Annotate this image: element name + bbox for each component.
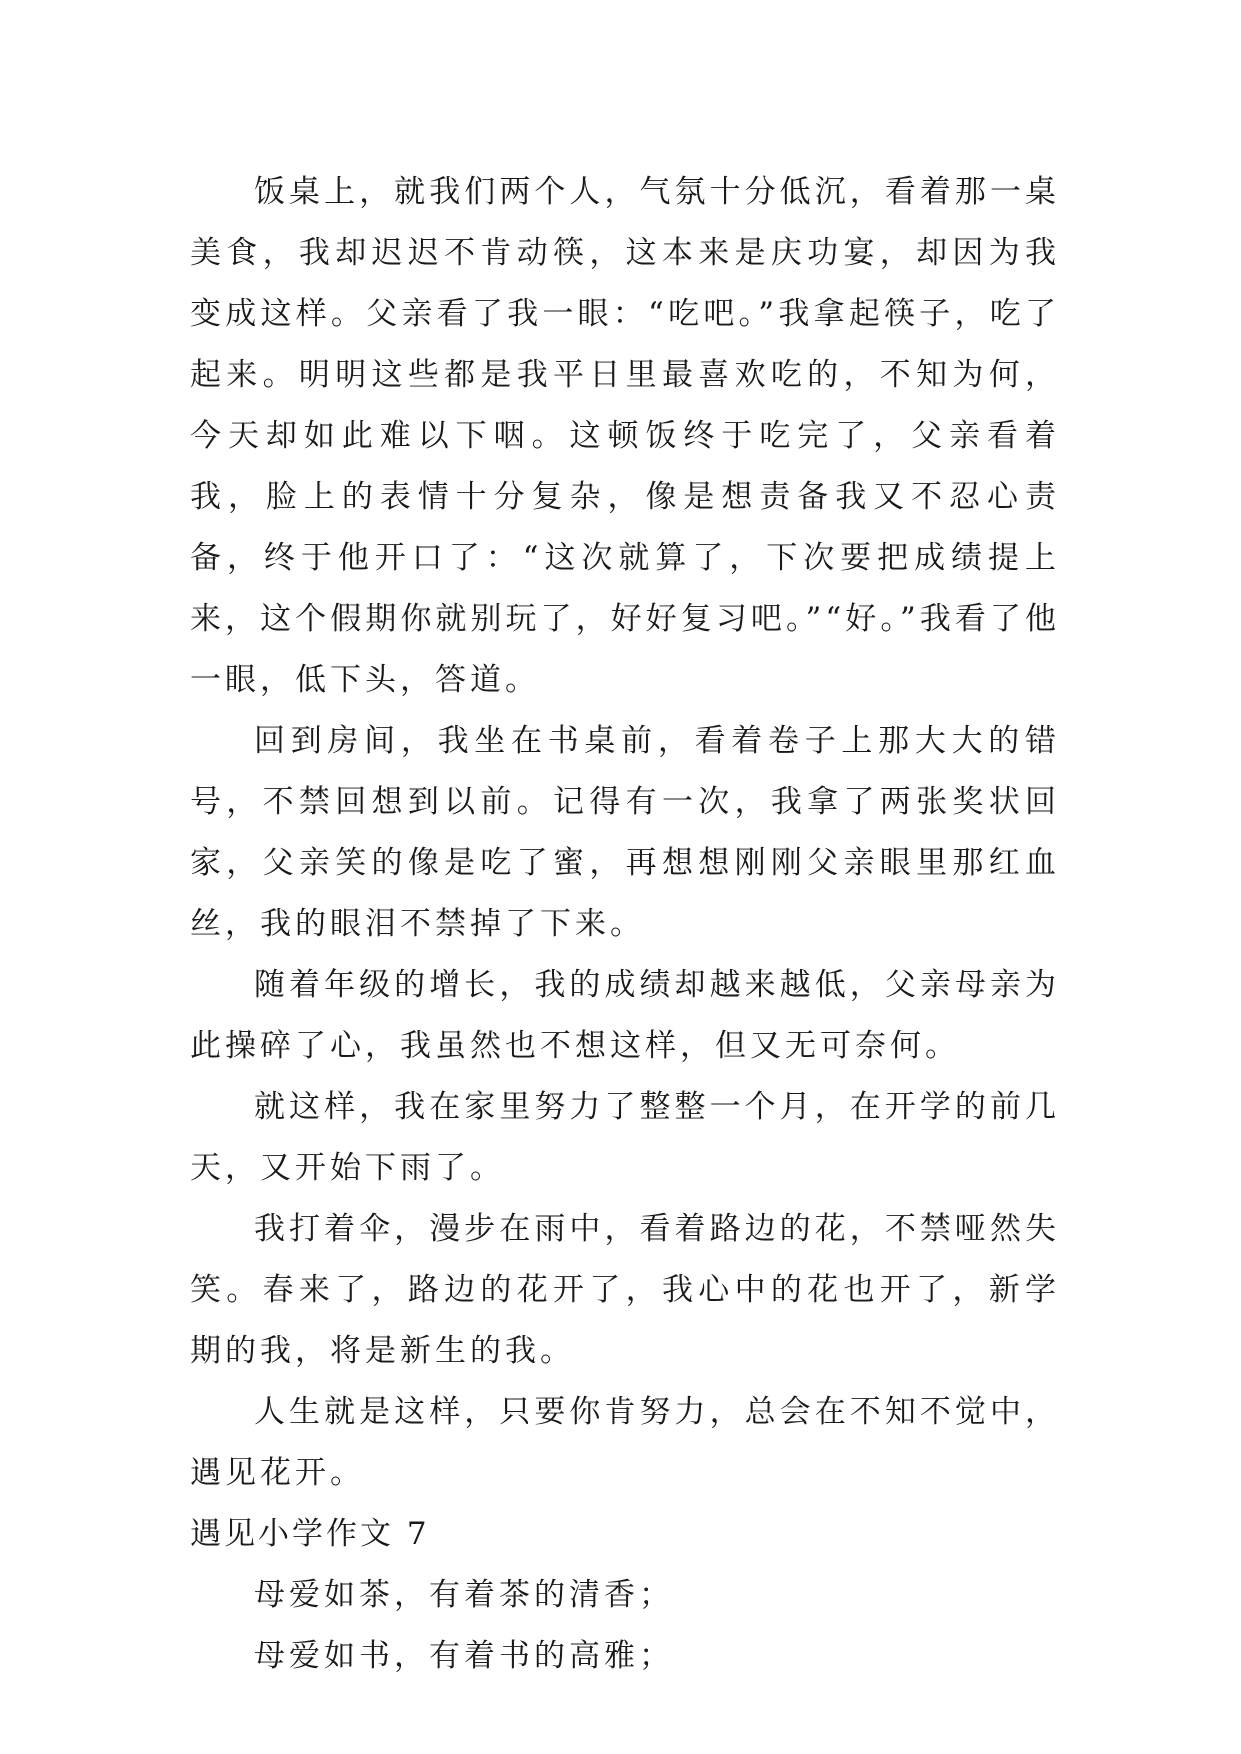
paragraph-rain: 我打着伞，漫步在雨中，看着路边的花，不禁哑然失笑。春来了，路边的花开了，我心中的花也开了，新学期的我，将是新生的我。 [190, 1211, 1060, 1369]
paragraph-conclusion: 人生就是这样，只要你肯努力，总会在不知不觉中，遇见花开。 [190, 1394, 1060, 1491]
section-heading: 遇见小学作文 7 [190, 1516, 430, 1552]
paragraph-tea: 母爱如茶，有着茶的清香； [254, 1577, 674, 1613]
paragraph-room: 回到房间，我坐在书桌前，看着卷子上那大大的错号，不禁回想到以前。记得有一次，我拿了两张奖状回家，父亲笑的像是吃了蜜，再想想刚刚父亲眼里那红血丝，我的眼泪不禁掉了下来。 [190, 723, 1060, 942]
document-body [190, 162, 1060, 1687]
paragraph-grades: 随着年级的增长，我的成绩却越来越低，父亲母亲为此操碎了心，我虽然也不想这样，但又无可奈何。 [190, 967, 1060, 1064]
paragraph-dinner: 饭桌上，就我们两个人，气氛十分低沉，看着那一桌美食，我却迟迟不肯动筷，这本来是庆功宴，却因为我变成这样。父亲看了我一眼：“吃吧。”我拿起筷子，吃了起来。明明这些都是我平日里最喜欢吃的，不知为何，今天却如此难以下咽。这顿饭终于吃完了，父亲看着我，脸上的表情十分复杂，像是想责备我又不忍心责备，终于他开口了：“这次就算了，下次要把成绩提上来，这个假期你就别玩了，好好复习吧。”“好。”我看了他一眼，低下头，答道。 [190, 174, 1060, 698]
paragraph-month: 就这样，我在家里努力了整整一个月，在开学的前几天，又开始下雨了。 [190, 1089, 1060, 1186]
paragraph-book: 母爱如书，有着书的高雅； [254, 1638, 674, 1674]
